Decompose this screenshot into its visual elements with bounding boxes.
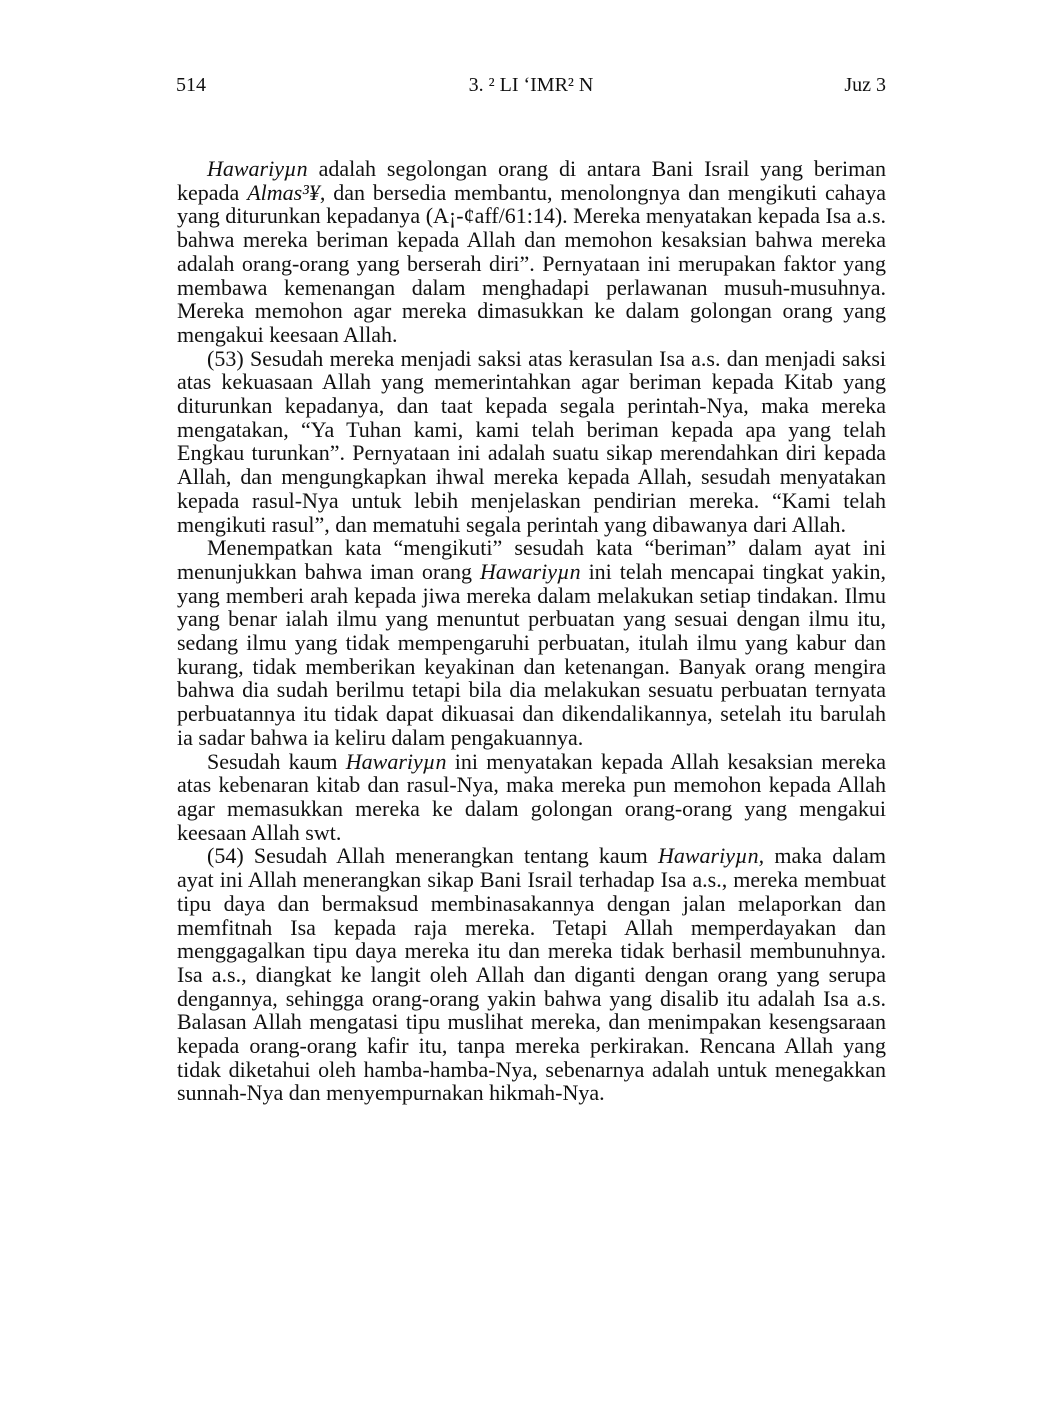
text-run: Menempatkan kata “mengikuti” sesudah kata “beriman” dalam ayat ini menunjukkan bahwa iman orang	[177, 535, 886, 584]
italic-term: Hawariyµn,	[658, 843, 765, 869]
paragraph	[177, 347, 886, 537]
juz-label: Juz 3	[844, 74, 886, 96]
chapter-title: 3. ² LI ‘IMR² N	[468, 74, 594, 96]
text-run: ini telah mencapai tingkat yakin, yang memberi arah kepada jiwa mereka dalam melakukan setiap tindakan. Ilmu yang benar ialah ilmu yang menuntut perbuatan yang sesuai dengan ilmu itu, sedang ilmu yang tidak mempengaruhi perbuatan, itulah ilmu yang kabur dan kurang, tidak memberikan keyakinan dan ketenangan. Banyak orang mengira bahwa dia sudah berilmu tetapi bila dia melakukan sesuatu perbuatan ternyata perbuatannya itu tidak dapat dikuasai dan dikendalikannya, setelah itu barulah ia sadar bahwa ia keliru dalam pengakuannya.	[177, 558, 886, 750]
italic-term: Hawariyµn	[207, 156, 308, 181]
text-run: (53) Sesudah mereka menjadi saksi atas kerasulan Isa a.s. dan menjadi saksi atas kekuasaan Allah yang memerintahkan agar beriman kepada Kitab yang diturunkan kepadanya, dan taat kepada segala perintah-Nya, maka mereka mengatakan, “Ya Tuhan kami, kami telah beriman kepada apa yang telah Engkau turunkan”. Pernyataan ini adalah suatu sikap merendahkan diri kepada Allah, dan mengungkapkan ihwal mereka kepada Allah, sesudah menyatakan kepada rasul-Nya untuk lebih menjelaskan pendirian mereka. “Kami telah mengikuti rasul”, dan mematuhi segala perintah yang dibawanya dari Allah.	[177, 345, 886, 537]
paragraph	[177, 750, 886, 845]
paragraph	[177, 157, 886, 347]
running-header	[176, 72, 886, 98]
body-text	[177, 157, 886, 1105]
paragraph	[177, 844, 886, 1105]
text-run: Sesudah kaum	[207, 748, 346, 774]
text-run: ini menyatakan kepada Allah kesaksian mereka atas kebenaran kitab dan rasul-Nya, maka mereka pun memohon kepada Allah agar memasukkan mereka ke dalam golongan orang-orang yang mengakui keesaan Allah swt.	[177, 748, 886, 845]
text-run: adalah segolongan orang di antara Bani Israil yang beriman kepada	[177, 156, 886, 205]
text-run: maka dalam ayat ini Allah menerangkan sikap Bani Israil terhadap Isa a.s., mereka membuat tipu daya dan bermaksud membinasakannya dengan jalan melaporkan dan memfitnah Isa kepada raja mereka. Tetapi Allah memperdayakan dan menggagalkan tipu daya mereka itu dan mereka tidak berhasil membunuhnya. Isa a.s., diangkat ke langit oleh Allah dan diganti dengan orang yang serupa dengannya, sehingga orang-orang yakin bahwa yang disalib itu adalah Isa a.s. Balasan Allah mengatasi tipu muslihat mereka, dan menimpakan kesengsaraan kepada orang-orang kafir itu, tanpa mereka perkirakan. Rencana Allah yang tidak diketahui oleh hamba-hamba-Nya, sebenarnya adalah untuk menegakkan sunnah-Nya dan menyempurnakan hikmah-Nya.	[177, 843, 886, 1106]
paragraph	[177, 536, 886, 749]
italic-term: Hawariyµn	[345, 748, 447, 774]
italic-term: Almas³¥	[247, 179, 320, 205]
page-number: 514	[176, 74, 206, 96]
text-run: (54) Sesudah Allah menerangkan tentang kaum	[207, 843, 658, 869]
text-run: , dan bersedia membantu, menolongnya dan mengikuti cahaya yang diturunkan kepadanya (A¡-¢aff/61:14). Mereka menyatakan kepada Isa a.s. bahwa mereka beriman kepada Allah dan memohon kesaksian bahwa mereka adalah orang-orang yang berserah diri”. Pernyataan ini merupakan faktor yang membawa kemenangan dalam menghadapi perlawanan musuh-musuhnya. Mereka memohon agar mereka dimasukkan ke dalam golongan orang yang mengakui keesaan Allah.	[177, 179, 886, 347]
italic-term: Hawariyµn	[479, 558, 581, 584]
